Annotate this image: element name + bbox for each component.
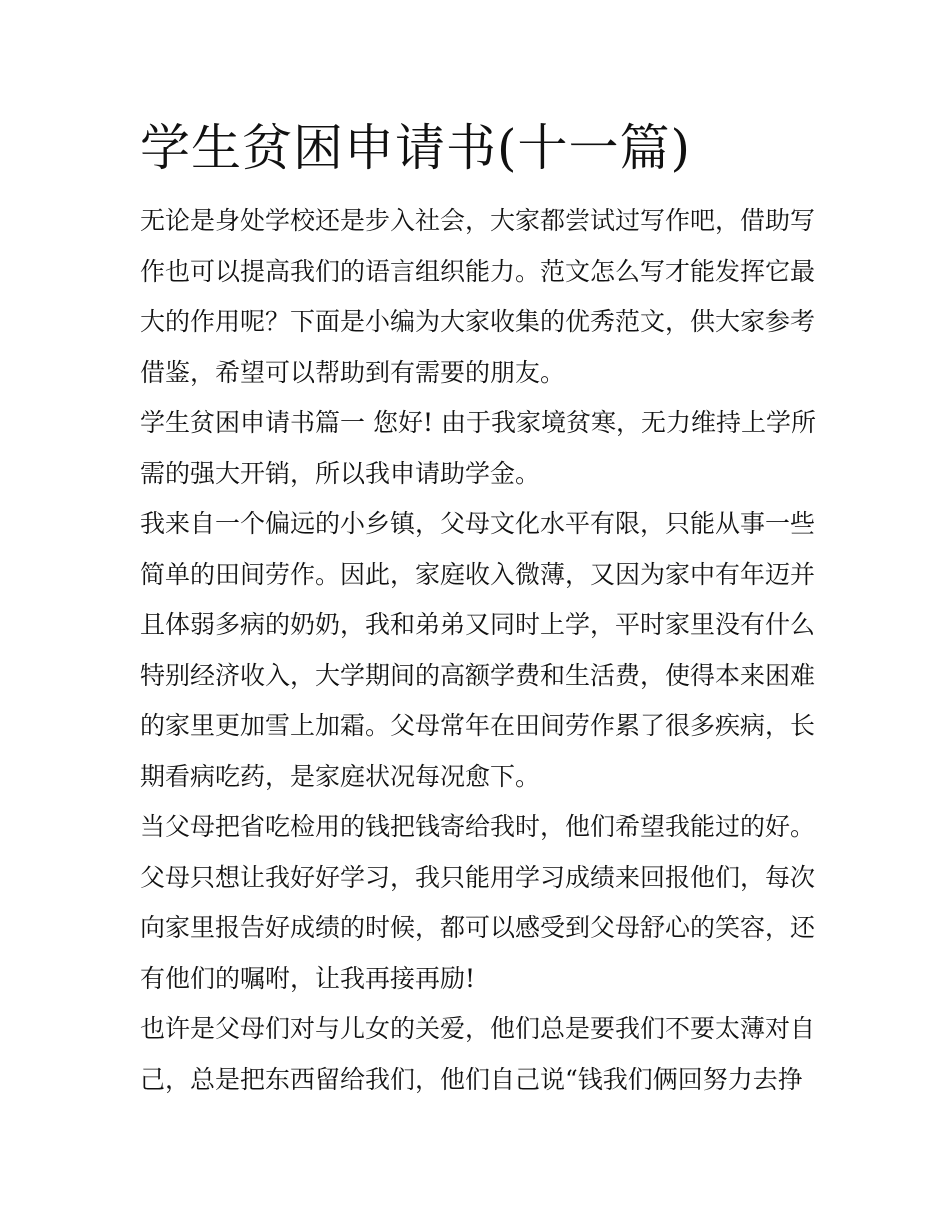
paragraph-parents: [140, 802, 820, 1004]
text-line: 己，总是把东西留给我们，他们自己说“钱我们俩回努力去挣: [140, 1064, 803, 1094]
text-line: 学生贫困申请书篇一 您好! 由于我家境贫寒，无力维持上学所: [140, 408, 816, 437]
paragraph-intro: [140, 196, 820, 398]
paragraph-care: [140, 1004, 820, 1105]
text-line: 借鉴，希望可以帮助到有需要的朋友。: [140, 357, 566, 387]
text-line: 父母只想让我好好学习，我只能用学习成绩来回报他们，每次: [140, 862, 816, 892]
text-line: 无论是身处学校还是步入社会，大家都尝试过写作吧，借助写: [140, 206, 816, 235]
text-line: 且体弱多病的奶奶，我和弟弟又同时上学，平时家里没有什么: [140, 610, 816, 639]
text-line: 作也可以提高我们的语言组织能力。范文怎么写才能发挥它最: [140, 256, 816, 286]
text-line: 的家里更加雪上加霜。父母常年在田间劳作累了很多疾病，长: [140, 711, 816, 740]
document-title: 学生贫困申请书(十一篇): [140, 119, 692, 177]
text-line: 有他们的嘱咐，让我再接再励!: [140, 963, 476, 993]
text-line: 当父母把省吃检用的钱把钱寄给我时，他们希望我能过的好。: [140, 812, 816, 841]
text-line: 简单的田间劳作。因此，家庭收入微薄，又因为家中有年迈并: [140, 559, 816, 589]
text-line: 需的强大开销，所以我申请助学金。: [140, 458, 541, 488]
text-line: 向家里报告好成绩的时候，都可以感受到父母舒心的笑容，还: [140, 913, 816, 942]
document-page: [140, 112, 820, 1105]
text-line: 特别经济收入，大学期间的高额学费和生活费，使得本来困难: [140, 660, 816, 690]
text-line: 我来自一个偏远的小乡镇，父母文化水平有限，只能从事一些: [140, 509, 816, 538]
paragraph-greeting: [140, 398, 820, 499]
text-line: 大的作用呢？下面是小编为大家收集的优秀范文，供大家参考: [140, 307, 816, 336]
paragraph-background: [140, 499, 820, 802]
text-line: 也许是父母们对与儿女的关爱，他们总是要我们不要太薄对自: [140, 1014, 816, 1043]
text-line: 期看病吃药，是家庭状况每况愈下。: [140, 761, 541, 791]
